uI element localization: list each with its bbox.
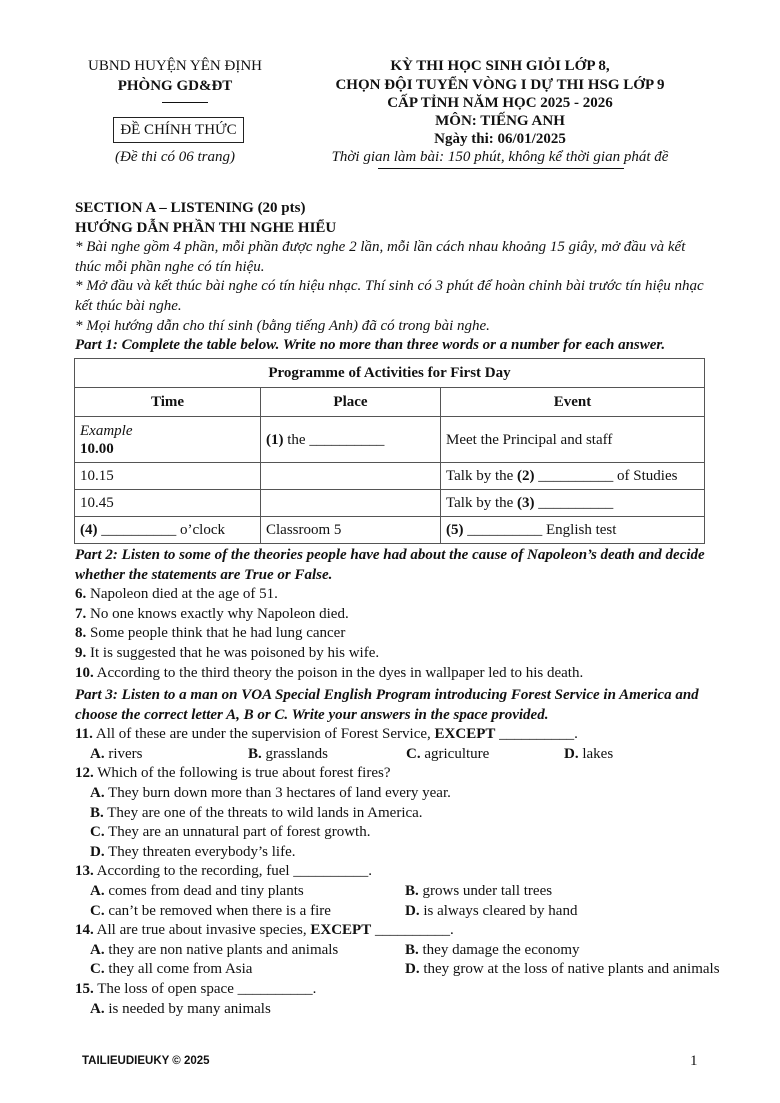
- table-row: [75, 490, 705, 517]
- place-cell: [261, 463, 441, 490]
- option-a[interactable]: A. They burn down more than 3 hectares of land every year.: [90, 784, 451, 801]
- list-item: 10. According to the third theory the poison in the dyes in wallpaper led to his death.: [75, 664, 584, 681]
- option-a[interactable]: A. is needed by many animals: [90, 1000, 271, 1017]
- exam-title-line3: CẤP TỈNH NĂM HỌC 2025 - 2026: [387, 95, 613, 111]
- answer-blank[interactable]: __________ English test: [463, 522, 617, 538]
- option-a[interactable]: A. they are non native plants and animals: [90, 941, 339, 958]
- option-c[interactable]: C. They are an unnatural part of forest growth.: [90, 824, 371, 841]
- department-name: PHÒNG GD&ĐT: [117, 78, 233, 94]
- footer-brand: TAILIEUDIEUKY © 2025: [82, 1055, 210, 1067]
- authority-name: UBND HUYỆN YÊN ĐỊNH: [87, 58, 262, 74]
- event-cell: Talk by the (3) __________: [441, 490, 705, 517]
- option-a[interactable]: A. rivers: [90, 745, 143, 762]
- part1-instruction: Part 1: Complete the table below. Write no more than three words or a number for each answer.: [75, 337, 666, 354]
- option-d[interactable]: D. lakes: [564, 745, 614, 762]
- blank-number: (3): [517, 495, 535, 511]
- part3: [75, 686, 725, 1019]
- answer-blank[interactable]: __________ of Studies: [534, 468, 678, 484]
- blank-number: (4): [80, 522, 98, 538]
- place-cell: [261, 490, 441, 517]
- question-14: 14. All are true about invasive species, EXCEPT __________.: [75, 922, 454, 939]
- exam-title-line1: KỲ THI HỌC SINH GIỎI LỚP 8,: [390, 58, 610, 74]
- official-exam-label: ĐỀ CHÍNH THỨC: [113, 117, 244, 143]
- table-row: [75, 463, 705, 490]
- time-cell: [75, 417, 261, 463]
- section-a: [75, 199, 715, 356]
- table-row: [75, 417, 705, 463]
- options-13-row1: [75, 882, 725, 902]
- option-a[interactable]: A. comes from dead and tiny plants: [90, 882, 304, 899]
- header-event: Event: [441, 388, 705, 417]
- list-item: 7. No one knows exactly why Napoleon died.: [75, 605, 349, 622]
- answer-blank[interactable]: the __________: [283, 431, 385, 448]
- blank-number: (1): [266, 431, 284, 448]
- option-d[interactable]: D. They threaten everybody’s life.: [90, 843, 296, 860]
- exam-date: Ngày thi: 06/01/2025: [434, 131, 566, 147]
- option-c[interactable]: C. they all come from Asia: [90, 961, 253, 978]
- guide-title: HƯỚNG DẪN PHẦN THI NGHE HIỂU: [75, 219, 337, 236]
- header-time: Time: [75, 388, 261, 417]
- guide-note-1: * Bài nghe gồm 4 phần, mỗi phần được nghe 2 lần, mỗi lần cách nhau khoảng 15 giây, mở đầu và kết thúc mỗi phần nghe có tín hiệu.: [75, 239, 686, 275]
- answer-blank[interactable]: __________: [534, 495, 614, 511]
- blank-number: (5): [446, 522, 464, 538]
- part3-instruction: Part 3: Listen to a man on VOA Special English Program introducing Forest Service in America and choose the correct letter A, B or C. Write your answers in the space provided.: [75, 687, 699, 723]
- option-d[interactable]: D. they grow at the loss of native plants and animals: [405, 961, 720, 978]
- exam-title-line2: CHỌN ĐỘI TUYỂN VÒNG I DỰ THI HSG LỚP 9: [335, 77, 665, 93]
- options-14-row1: [75, 941, 725, 961]
- time-cell: 10.45: [75, 490, 261, 517]
- options-14-row2: [75, 960, 725, 980]
- guide-note-3: * Mọi hướng dẫn cho thí sinh (bằng tiếng Anh) đã có trong bài nghe.: [75, 317, 490, 334]
- part2: [75, 546, 715, 683]
- event-cell: Talk by the (2) __________ of Studies: [441, 463, 705, 490]
- event-cell: [441, 517, 705, 544]
- options-13-row2: [75, 902, 725, 922]
- list-item: 6. Napoleon died at the age of 51.: [75, 586, 278, 603]
- activities-table: [74, 358, 705, 544]
- example-time: 10.00: [80, 440, 114, 457]
- option-c[interactable]: C. agriculture: [406, 745, 490, 762]
- question-12: 12. Which of the following is true about forest fires?: [75, 765, 391, 782]
- header-divider-left: [162, 102, 208, 103]
- answer-blank[interactable]: __________ o’clock: [97, 522, 225, 538]
- example-label: Example: [80, 422, 133, 439]
- question-11: 11. All of these are under the supervision of Forest Service, EXCEPT __________.: [75, 726, 578, 743]
- option-b[interactable]: B. grasslands: [248, 745, 329, 762]
- question-13: 13. According to the recording, fuel __________.: [75, 863, 373, 880]
- list-item: 9. It is suggested that he was poisoned by his wife.: [75, 644, 380, 661]
- section-a-title: SECTION A – LISTENING (20 pts): [75, 200, 306, 216]
- pages-note: (Đề thi có 06 trang): [115, 149, 235, 165]
- list-item: 8. Some people think that he had lung cancer: [75, 625, 346, 642]
- page-number: 1: [690, 1053, 698, 1069]
- option-d[interactable]: D. is always cleared by hand: [405, 902, 578, 919]
- header-divider-right: [378, 168, 624, 169]
- guide-note-2: * Mở đầu và kết thúc bài nghe có tín hiệu nhạc. Thí sinh có 3 phút để hoàn chỉnh bài trước tín hiệu nhạc kết thúc bài nghe.: [75, 278, 704, 314]
- part2-instruction: Part 2: Listen to some of the theories people have had about the cause of Napoleon’s death and decide whether the statements are True or False.: [75, 547, 705, 583]
- time-note: Thời gian làm bài: 150 phút, không kể thời gian phát đề: [331, 149, 669, 165]
- table-row: [75, 517, 705, 544]
- event-cell: Meet the Principal and staff: [441, 417, 705, 463]
- option-c[interactable]: C. can’t be removed when there is a fire: [90, 902, 331, 919]
- question-15: 15. The loss of open space __________.: [75, 980, 317, 997]
- time-cell: [75, 517, 261, 544]
- option-b[interactable]: B. they damage the economy: [405, 941, 580, 958]
- options-11: [75, 745, 725, 765]
- option-b[interactable]: B. They are one of the threats to wild lands in America.: [90, 804, 423, 821]
- blank-number: (2): [517, 468, 535, 484]
- subject: MÔN: TIẾNG ANH: [435, 113, 565, 129]
- place-cell: [261, 417, 441, 463]
- table-title: Programme of Activities for First Day: [75, 359, 705, 388]
- place-cell: Classroom 5: [261, 517, 441, 544]
- header-place: Place: [261, 388, 441, 417]
- time-cell: 10.15: [75, 463, 261, 490]
- option-b[interactable]: B. grows under tall trees: [405, 882, 553, 899]
